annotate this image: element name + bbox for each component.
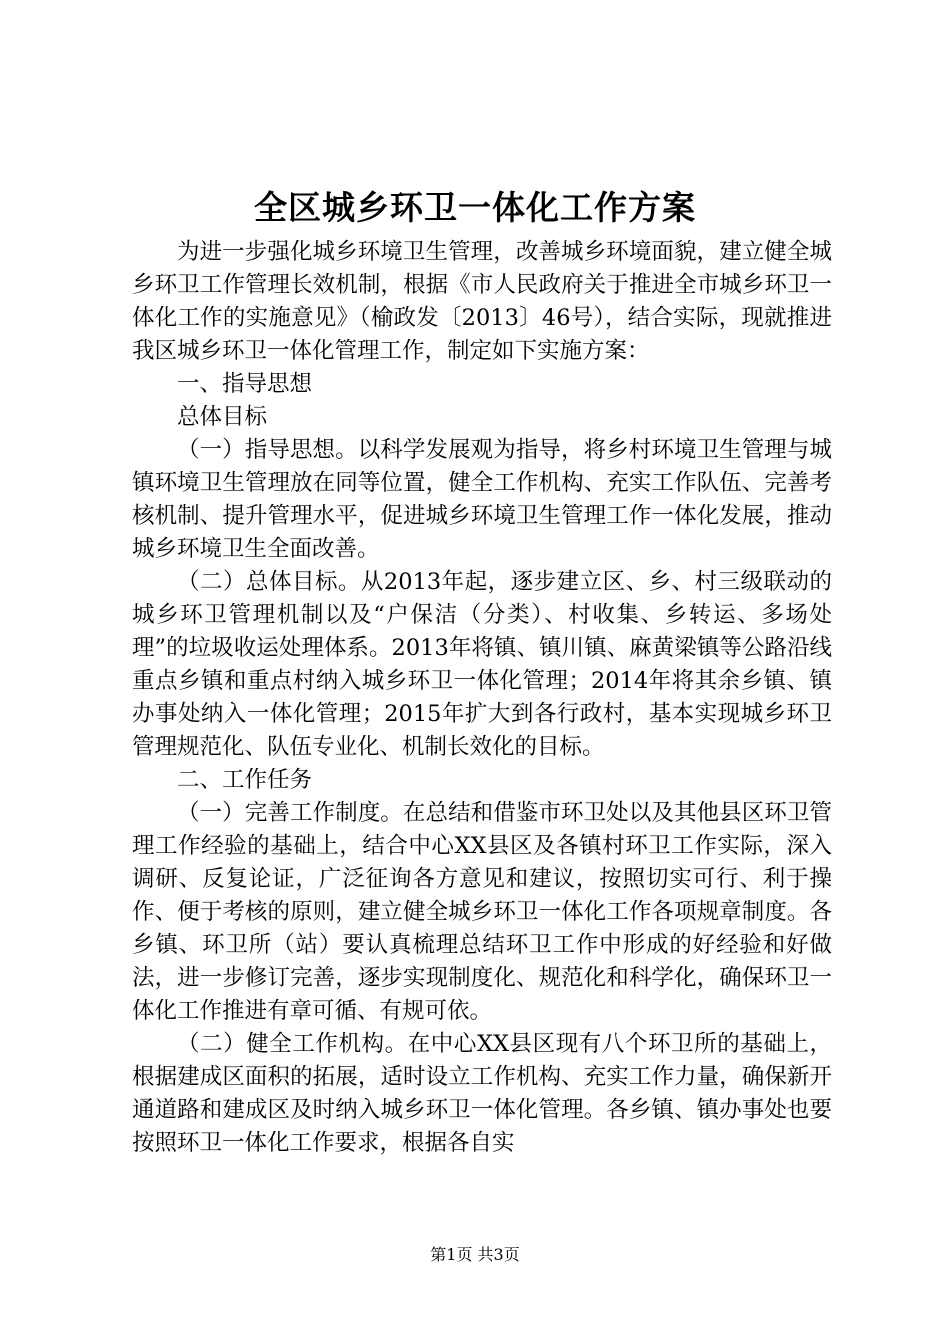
intro-paragraph: 为进一步强化城乡环境卫生管理，改善城乡环境面貌，建立健全城乡环卫工作管理长效机制，根据《市人民政府关于推进全市城乡环卫一体化工作的实施意见》（榆政发〔2013〕46号），结合实际，现就推进我区城乡环卫一体化管理工作，制定如下实施方案： <box>132 239 832 364</box>
section-heading-guiding-ideology: 一、指导思想 <box>177 371 313 397</box>
document-body <box>132 236 832 1160</box>
paragraph-guiding-ideology: （一）指导思想。以科学发展观为指导，将乡村环境卫生管理与城镇环境卫生管理放在同等位置，健全工作机构、充实工作队伍、完善考核机制、提升管理水平，促进城乡环境卫生管理工作一体化发展，推动城乡环境卫生全面改善。 <box>132 437 832 562</box>
page-footer: 第1页 共3页 <box>430 1245 520 1264</box>
subheading-overall-goal: 总体目标 <box>177 404 268 430</box>
document-title: 全区城乡环卫一体化工作方案 <box>254 188 696 227</box>
paragraph-work-institutions: （二）健全工作机构。在中心XX县区现有八个环卫所的基础上，根据建成区面积的拓展，适时设立工作机构、充实工作力量，确保新开通道路和建成区及时纳入城乡环卫一体化管理。各乡镇、镇办事处也要按照环卫一体化工作要求，根据各自实 <box>132 1031 832 1156</box>
paragraph-improve-system: （一）完善工作制度。在总结和借鉴市环卫处以及其他县区环卫管理工作经验的基础上，结合中心XX县区及各镇村环卫工作实际，深入调研、反复论证，广泛征询各方意见和建议，按照切实可行、利于操作、便于考核的原则，建立健全城乡环卫一体化工作各项规章制度。各乡镇、环卫所（站）要认真梳理总结环卫工作中形成的好经验和好做法，进一步修订完善，逐步实现制度化、规范化和科学化，确保环卫一体化工作推进有章可循、有规可依。 <box>132 800 832 1024</box>
section-heading-work-tasks: 二、工作任务 <box>177 767 313 793</box>
paragraph-overall-goal: （二）总体目标。从2013年起，逐步建立区、乡、村三级联动的城乡环卫管理机制以及“户保洁（分类）、村收集、乡转运、多场处理”的垃圾收运处理体系。2013年将镇、镇川镇、麻黄梁镇等公路沿线重点乡镇和重点村纳入城乡环卫一体化管理；2014年将其余乡镇、镇办事处纳入一体化管理；2015年扩大到各行政村，基本实现城乡环卫管理规范化、队伍专业化、机制长效化的目标。 <box>132 569 832 760</box>
